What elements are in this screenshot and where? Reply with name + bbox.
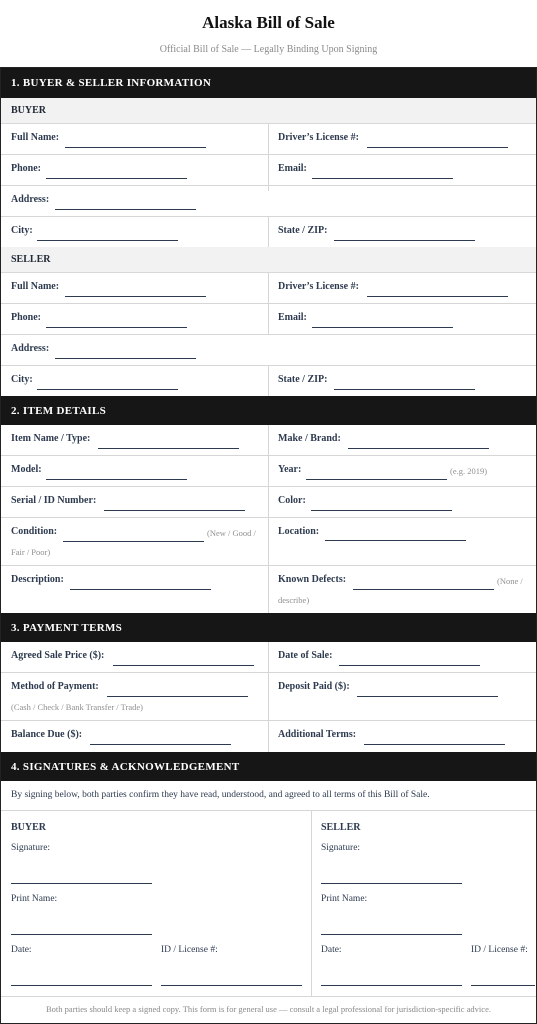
date-of-sale-field[interactable] (339, 665, 480, 666)
sale-price-label: Agreed Sale Price ($): (11, 650, 105, 661)
year-label: Year: (278, 464, 302, 475)
description-label: Description: (11, 574, 64, 585)
seller-city-label: City: (11, 374, 33, 385)
seller-id-field[interactable] (471, 985, 535, 986)
balance-due-label: Balance Due ($): (11, 729, 83, 740)
seller-print-name-label: Print Name: (321, 894, 368, 904)
make-brand-field[interactable] (348, 448, 489, 449)
known-defects-hint-continued: describe) (278, 595, 310, 605)
acknowledgement-text: By signing below, both parties confirm they have read, understood, and agreed to all terms of this Bill of Sale. (11, 790, 430, 800)
seller-address-field[interactable] (55, 358, 196, 359)
seller-print-name-field[interactable] (321, 934, 462, 935)
row-divider (1, 996, 536, 997)
page-title: Alaska Bill of Sale (202, 13, 335, 32)
seller-date-field[interactable] (321, 985, 462, 986)
buyer-subheading: BUYER (1, 98, 536, 124)
seller-subheading: SELLER (1, 247, 536, 273)
seller-address-label: Address: (11, 343, 50, 354)
seller-email-field[interactable] (312, 327, 453, 328)
seller-email-label: Email: (278, 312, 307, 323)
deposit-paid-label: Deposit Paid ($): (278, 681, 350, 692)
buyer-state-zip-label: State / ZIP: (278, 225, 328, 236)
column-divider (268, 642, 269, 752)
year-hint: (e.g. 2019) (450, 466, 488, 476)
seller-date-label: Date: (321, 945, 342, 955)
seller-id-label: ID / License #: (471, 945, 528, 955)
row-divider (1, 810, 536, 811)
sale-price-field[interactable] (113, 665, 254, 666)
item-name-field[interactable] (98, 448, 239, 449)
buyer-signature-heading: BUYER (11, 822, 47, 833)
location-label: Location: (278, 526, 320, 537)
condition-hint: (New / Good / (207, 528, 256, 538)
column-divider (268, 216, 269, 247)
buyer-email-label: Email: (278, 163, 307, 174)
seller-state-zip-label: State / ZIP: (278, 374, 328, 385)
buyer-license-label: Driver’s License #: (278, 132, 359, 143)
seller-signature-heading: SELLER (321, 822, 361, 833)
location-field[interactable] (325, 540, 466, 541)
additional-terms-label: Additional Terms: (278, 729, 357, 740)
item-name-label: Item Name / Type: (11, 433, 91, 444)
known-defects-hint: (None / (497, 576, 523, 586)
buyer-id-field[interactable] (161, 985, 302, 986)
section-heading-item-details: 2. ITEM DETAILS (1, 396, 536, 425)
balance-due-field[interactable] (90, 744, 231, 745)
buyer-signature-field[interactable] (11, 883, 152, 884)
buyer-signature-label: Signature: (11, 843, 51, 853)
color-field[interactable] (311, 510, 452, 511)
payment-method-label: Method of Payment: (11, 681, 99, 692)
buyer-city-field[interactable] (37, 240, 178, 241)
known-defects-field[interactable] (353, 589, 494, 590)
seller-phone-label: Phone: (11, 312, 41, 323)
section-heading-payment-terms: 3. PAYMENT TERMS (1, 613, 536, 642)
bill-of-sale-form (0, 67, 537, 1024)
section-heading-buyer-seller: 1. BUYER & SELLER INFORMATION (1, 68, 536, 98)
seller-license-label: Driver’s License #: (278, 281, 359, 292)
buyer-city-label: City: (11, 225, 33, 236)
seller-full-name-label: Full Name: (11, 281, 60, 292)
seller-city-field[interactable] (37, 389, 178, 390)
seller-license-field[interactable] (367, 296, 508, 297)
payment-method-field[interactable] (107, 696, 248, 697)
page-subtitle: Official Bill of Sale — Legally Binding Upon Signing (159, 44, 378, 55)
seller-full-name-field[interactable] (65, 296, 206, 297)
serial-number-label: Serial / ID Number: (11, 495, 97, 506)
buyer-phone-field[interactable] (46, 178, 187, 179)
year-field[interactable] (306, 479, 447, 480)
buyer-full-name-field[interactable] (65, 147, 206, 148)
deposit-paid-field[interactable] (357, 696, 498, 697)
buyer-state-zip-field[interactable] (334, 240, 475, 241)
condition-hint-continued: Fair / Poor) (11, 547, 51, 557)
additional-terms-field[interactable] (364, 744, 505, 745)
column-divider (268, 124, 269, 191)
payment-method-hint: (Cash / Check / Bank Transfer / Trade) (11, 702, 143, 712)
buyer-print-name-field[interactable] (11, 934, 152, 935)
seller-signature-field[interactable] (321, 883, 462, 884)
buyer-id-label: ID / License #: (161, 945, 218, 955)
buyer-date-field[interactable] (11, 985, 152, 986)
buyer-email-field[interactable] (312, 178, 453, 179)
buyer-phone-label: Phone: (11, 163, 41, 174)
model-label: Model: (11, 464, 42, 475)
seller-signature-label: Signature: (321, 843, 361, 853)
color-label: Color: (278, 495, 306, 506)
row-divider (1, 334, 536, 335)
column-divider (268, 273, 269, 334)
signature-column-divider (311, 810, 312, 996)
footer-note: Both parties should keep a signed copy. This form is for general use — consult a legal professional for jurisdiction-specific advice. (46, 1004, 491, 1014)
condition-label: Condition: (11, 526, 58, 537)
buyer-print-name-label: Print Name: (11, 894, 58, 904)
buyer-license-field[interactable] (367, 147, 508, 148)
condition-field[interactable] (63, 541, 204, 542)
section-heading-signatures: 4. SIGNATURES & ACKNOWLEDGEMENT (1, 752, 536, 781)
buyer-address-label: Address: (11, 194, 50, 205)
model-field[interactable] (46, 479, 187, 480)
known-defects-label: Known Defects: (278, 574, 347, 585)
serial-number-field[interactable] (104, 510, 245, 511)
buyer-date-label: Date: (11, 945, 32, 955)
make-brand-label: Make / Brand: (278, 433, 341, 444)
column-divider (268, 425, 269, 613)
seller-state-zip-field[interactable] (334, 389, 475, 390)
buyer-full-name-label: Full Name: (11, 132, 60, 143)
seller-phone-field[interactable] (46, 327, 187, 328)
column-divider (268, 365, 269, 396)
description-field[interactable] (70, 589, 211, 590)
buyer-address-field[interactable] (55, 209, 196, 210)
date-of-sale-label: Date of Sale: (278, 650, 333, 661)
